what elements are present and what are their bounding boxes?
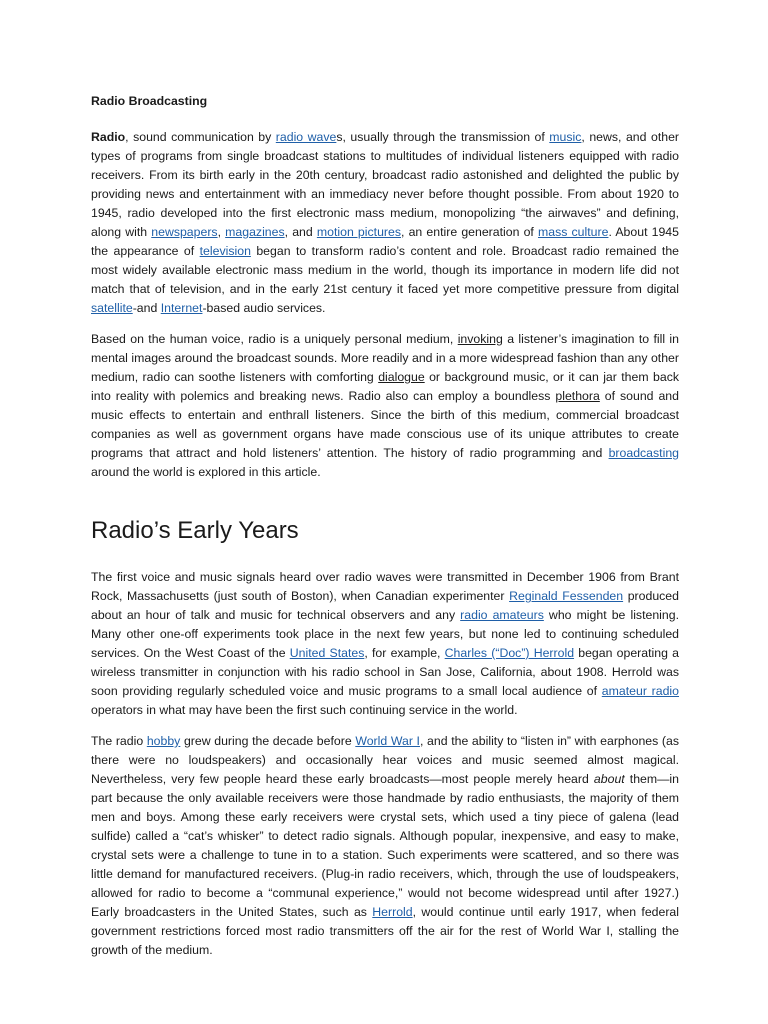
text-run: , and [284,225,317,239]
link-motion-pictures[interactable]: motion pictures [316,225,401,239]
text-run: began to transform radio’s content and role. Broadcast radio remained the most widely available electronic mass medium in the world, though its importance in modern life did not match that of television, and in the early 21st century it faced yet more competitive pressure from digital [91,244,679,296]
text-run: grew during the decade before [180,734,356,748]
link-broadcasting[interactable]: broadcasting [608,446,679,460]
text-run: produced about an hour of talk and music for technical observers and any [91,589,679,622]
text-run: operators in what may have been the first such continuing service in the world. [91,703,518,717]
text-run: , news, and other types of programs from single broadcast stations to multitudes of individual listeners equipped with radio receivers. From its birth early in the 20th century, broadcast radio astonished and delighted the public by providing news and entertainment with an immediacy never before thought possible. From about 1920 to 1945, radio developed into the first electronic mass medium, monopolizing “the airwaves” and defining, along with [91,130,680,239]
text-run: , an entire generation of [401,225,538,239]
text-run: around the world is explored in this article. [91,465,321,479]
link-internet[interactable]: Internet [160,301,203,315]
link-amateur-radio[interactable]: amateur radio [601,684,680,698]
link-reginald-fessenden[interactable]: Reginald Fessenden [509,589,624,603]
text-run: or background music, or it can jar them back into reality with polemics and breaking news. Radio also can employ a boundless [91,370,679,403]
text-run: a listener’s imagination to fill in mental images around the broadcast sounds. More readily and in a more widespread fashion than any other medium, radio can soothe listeners with comforting [91,332,680,384]
text-run: , and the ability to “listen in” with earphones (as there were no loudspeakers) and occasionally hear voices and music seemed almost magical. Nevertheless, very few people heard these early broadcasts—most people merely heard [91,734,679,786]
paragraph-personal-medium [91,330,679,482]
underlined-word-plethora: plethora [555,389,600,403]
text-run: Based on the human voice, radio is a uniquely personal medium, [91,332,458,346]
link-charles-herrold[interactable]: Charles (“Doc”) Herrold [444,646,575,660]
link-mass-culture[interactable]: mass culture [538,225,609,239]
link-music[interactable]: music [549,130,582,144]
paragraph-first-signals [91,568,679,720]
link-magazines[interactable]: magazines [225,225,285,239]
link-radio-amateurs[interactable]: radio amateurs [460,608,544,622]
text-run: began operating a wireless transmitter in conjunction with his radio school in San Jose, California, about 1908. Herrold was soon providing regularly scheduled voice and music programs to a small local audience of [91,646,679,698]
underlined-word-invoking: invoking [457,332,503,346]
link-television[interactable]: television [199,244,251,258]
paragraph-intro [91,128,679,318]
link-world-war-i[interactable]: World War I [355,734,420,748]
text-run: The radio [91,734,147,748]
underlined-word-dialogue: dialogue [378,370,425,384]
text-run: , sound communication by [125,130,276,144]
text-run: . About 1945 the appearance of [91,225,679,258]
emphasis-about: about [593,772,625,786]
text-run: of sound and music effects to entertain and enthrall listeners. Since the birth of this medium, commercial broadcast companies as well as government organs have made conscious use of its unique attributes to create programs that attract and hold listeners’ attention. The history of radio programming and [91,389,679,460]
link-satellite[interactable]: satellite [91,301,133,315]
link-radio-wave[interactable]: radio wave [275,130,337,144]
text-run: , for example, [364,646,445,660]
text-run: -and [132,301,161,315]
text-run: them—in part because the only available receivers were those handmade by radio enthusiasts, the majority of them men and boys. Among these early receivers were crystal sets, which used a tiny piece of galena (lead sulfide) called a “cat’s whisker” to detect radio signals. Although popular, inexpensive, and easy to make, crystal sets were a challenge to tune in to a station. Such experiments were scattered, and so there was little demand for manufactured receivers. (Plug-in radio receivers, which, through the use of loudspeakers, allowed for radio to become a “communal experience,” would not become widespread until after 1927.) Early broadcasters in the United States, such as [91,772,679,919]
section-heading: Radio’s Early Years [91,517,299,544]
paragraph-radio-hobby [91,732,679,960]
text-run: , [217,225,226,239]
link-united-states[interactable]: United States [289,646,365,660]
term-radio: Radio [91,130,126,144]
link-newspapers[interactable]: newspapers [151,225,218,239]
document-title: Radio Broadcasting [91,94,208,108]
link-herrold[interactable]: Herrold [372,905,413,919]
document-body [91,92,679,972]
text-run: The first voice and music signals heard over radio waves were transmitted in December 1906 from Brant Rock, Massachusetts (just south of Boston), when Canadian experimenter [91,570,679,603]
text-run: who might be listening. Many other one-off experiments took place in the next few years, but none led to continuing scheduled services. On the West Coast of the [91,608,679,660]
text-run: -based audio services. [202,301,326,315]
link-hobby[interactable]: hobby [146,734,181,748]
text-run: , would continue until early 1917, when federal government restrictions forced most radio transmitters off the air for the rest of World War I, stalling the growth of the medium. [91,905,680,957]
text-run: s, usually through the transmission of [336,130,550,144]
